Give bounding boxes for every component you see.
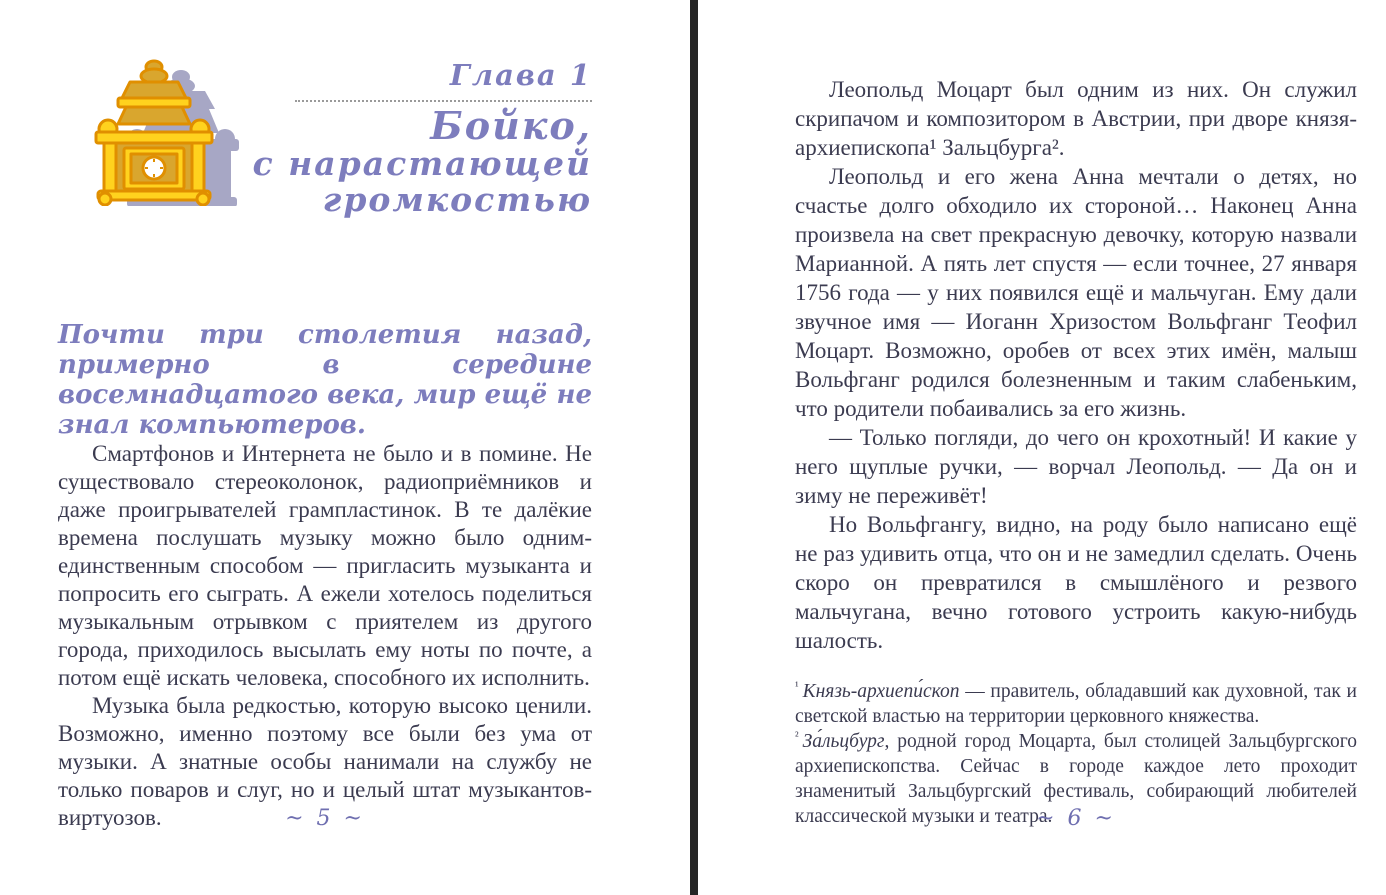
right-page (795, 0, 1357, 895)
dotted-rule (295, 100, 592, 102)
chapter-title-line2: с нарастающей громкостью (252, 143, 592, 219)
left-page (58, 58, 592, 868)
chapter-label: Глава 1 (449, 58, 592, 92)
footnote-term: Князь-архиепи́скоп (802, 681, 960, 702)
dialogue-paragraph: — Только погляди, до чего он крохотный! И какие у него щуплые ручки, — ворчал Леопольд. — Да он и зиму не переживёт! (795, 425, 1357, 508)
body-paragraph: Музыка была редкостью, которую высоко ценили. Возможно, именно поэтому все были без ума от музыки. А знатные особы нанимали на службу не только поваров и слуг, но и целый штат музыкантов-виртуозов. (58, 693, 592, 830)
chapter-header (58, 58, 592, 219)
chapter-heading-block (58, 58, 592, 218)
chapter-title-line1: Бойко, (430, 102, 592, 148)
footnote-term: За́льцбург (802, 731, 885, 752)
footnote-marker: ² (795, 728, 799, 743)
footnote-marker: ¹ (795, 678, 799, 693)
page-number-right: ~ 6 ~ (1036, 806, 1116, 831)
body-paragraph: Но Вольфгангу, видно, на роду было написано ещё не раз удивить отца, что он и не замедлил сделать. Очень скоро он превратился в смышлёного и резвого мальчугана, вечно готового устроить какую-нибудь шалость. (795, 512, 1357, 653)
body-paragraph: Смартфонов и Интернета не было и в помине. Не существовало стереоколонок, радиоприёмников и даже проигрывателей грампластинок. В те далёкие времена послушать музыку можно было одним-единственным способом — пригласить музыканта и попросить его сыграть. А ежели хотелось поделиться музыкальным отрывком с приятелем из другого города, приходилось высылать ему ноты по почте, а потом ещё искать человека, способного их исполнить. (58, 441, 592, 690)
body-paragraph: Леопольд Моцарт был одним из них. Он служил скрипачом и композитором в Австрии, при дворе князя-архиепископа¹ Зальцбурга². (795, 77, 1357, 160)
footnote-text: , родной город Моцарта, был столицей Зальцбургского архиепископства. Сейчас в городе каждое лето проходит знаменитый Зальцбургский фестиваль, собирающий любителей классической музыки и театра. (795, 731, 1357, 827)
chapter-lede: Почти три столетия назад, примерно в середине восемнадцатого века, мир ещё не знал компьютеров. (58, 320, 592, 440)
page-number-left: ~ 5 ~ (285, 806, 365, 831)
body-paragraph: Леопольд и его жена Анна мечтали о детях, но счастье долго обходило их стороной… Наконец Анна произвела на свет прекрасную девочку, которую назвали Марианной. А пять лет спустя — если точнее, 27 января 1756 года — у них появился ещё и мальчуган. Ему дали звучное имя — Иоганн Хризостом Вольфганг Теофил Моцарт. Возможно, оробев от всех этих имён, малыш Вольфганг родился болезненным и таким слабеньким, что родители побаивались за его жизнь. (795, 164, 1357, 421)
page-divider (690, 0, 698, 895)
footnote (795, 679, 1357, 729)
footnote-text: — правитель, обладавший как духовной, так и светской властью на территории церковного княжества. (795, 681, 1357, 727)
